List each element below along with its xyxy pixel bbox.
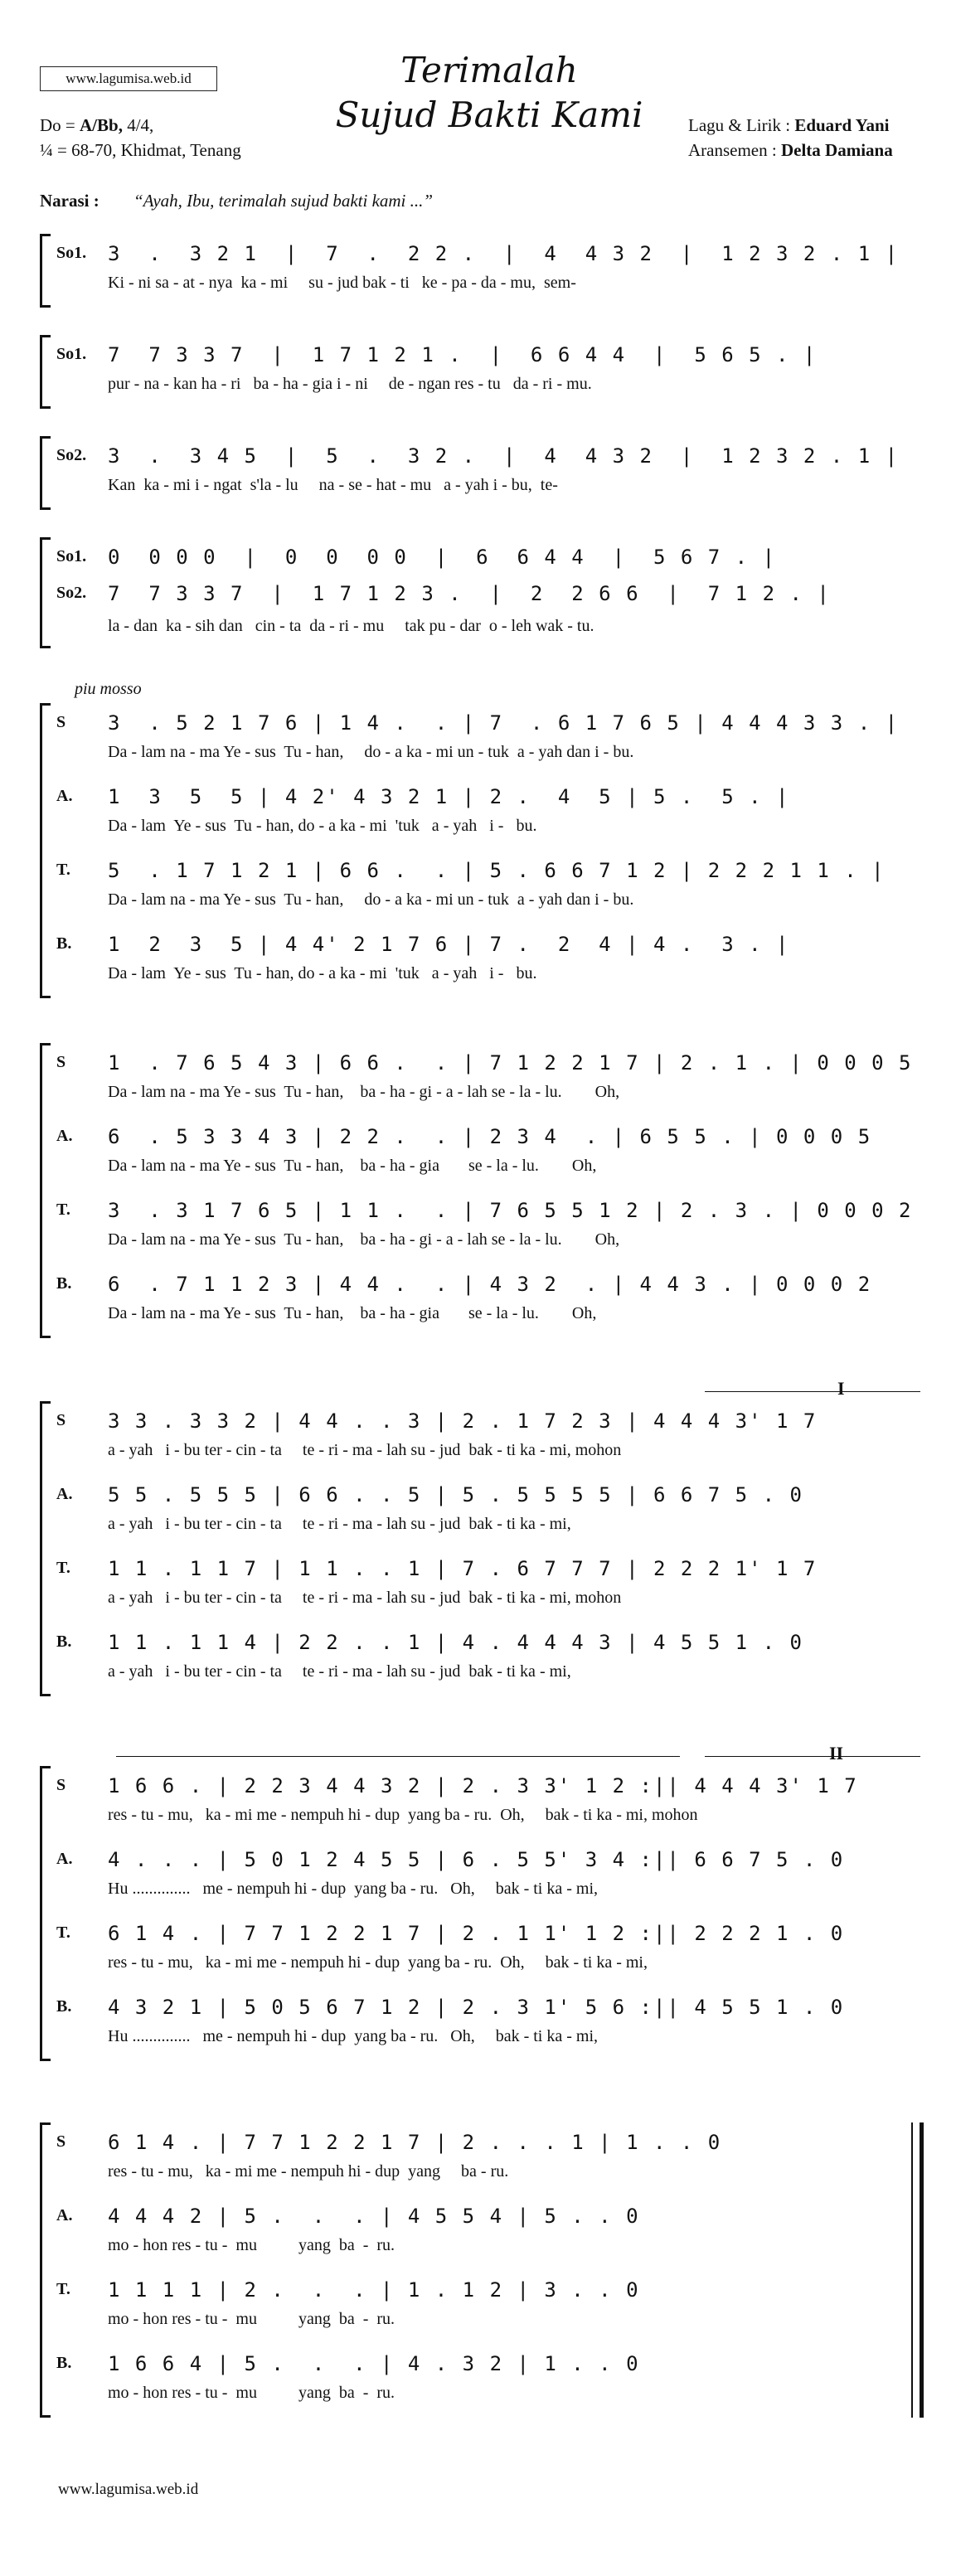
voice-name: T. bbox=[56, 1201, 70, 1219]
voice-name: So2. bbox=[56, 446, 87, 464]
notes-line: 3 . 3 4 5 | 5 . 3 2 . | 4 4 3 2 | 1 2 3 2 . 1 | bbox=[108, 444, 900, 468]
notes-line: 6 1 4 . | 7 7 1 2 2 1 7 | 2 . 1 1' 1 2 :|| 2 2 2 1 . 0 bbox=[108, 1922, 845, 1945]
lyrics-line: Hu .............. me - nempuh hi - dup yang ba - ru. Oh, bak - ti ka - mi, bbox=[108, 1880, 599, 1898]
staff-row bbox=[40, 1264, 924, 1338]
notes-line: 7 7 3 3 7 | 1 7 1 2 3 . | 2 2 6 6 | 7 1 2 . | bbox=[108, 582, 831, 605]
notes-line: 1 6 6 4 | 5 . . . | 4 . 3 2 | 1 . . 0 bbox=[108, 2352, 640, 2375]
voice-name: So2. bbox=[56, 584, 87, 602]
notes-line: 1 3 5 5 | 4 2' 4 3 2 1 | 2 . 4 5 | 5 . 5 . | bbox=[108, 785, 790, 808]
staff-row bbox=[40, 234, 924, 308]
composer-label: Lagu & Lirik : bbox=[688, 115, 795, 135]
voice-name: S bbox=[56, 713, 66, 731]
staff-row bbox=[40, 2270, 924, 2344]
lyrics-line: res - tu - mu, ka - mi me - nempuh hi - dup yang ba - ru. Oh, bak - ti ka - mi, bbox=[108, 1953, 648, 1972]
volta-line-2a bbox=[116, 1756, 680, 1757]
voice-name: A. bbox=[56, 787, 73, 805]
staff-row bbox=[40, 1766, 924, 1840]
lyrics-line: a - yah i - bu ter - cin - ta te - ri - ma - lah su - jud bak - ti ka - mi, bbox=[108, 1515, 571, 1533]
notes-line: 1 2 3 5 | 4 4' 2 1 7 6 | 7 . 2 4 | 4 . 3 . | bbox=[108, 933, 790, 956]
staff-row bbox=[40, 1191, 924, 1264]
voice-name: T. bbox=[56, 1559, 70, 1577]
score-system bbox=[40, 2122, 924, 2418]
volta-1-label: I bbox=[837, 1378, 845, 1399]
notes-line: 4 4 4 2 | 5 . . . | 4 5 5 4 | 5 . . 0 bbox=[108, 2205, 640, 2228]
staff-row bbox=[40, 1840, 924, 1914]
lyrics-line: pur - na - kan ha - ri ba - ha - gia i - ni de - ngan res - tu da - ri - mu. bbox=[108, 375, 592, 393]
staff-row bbox=[40, 1623, 924, 1696]
voice-name: B. bbox=[56, 934, 72, 953]
staff-row bbox=[40, 1401, 924, 1475]
notes-line: 6 . 5 3 3 4 3 | 2 2 . . | 2 3 4 . | 6 5 5 . | 0 0 0 5 bbox=[108, 1125, 872, 1148]
notes-line: 1 6 6 . | 2 2 3 4 4 3 2 | 2 . 3 3' 1 2 :|| 4 4 4 3' 1 7 bbox=[108, 1774, 858, 1797]
voice-name: T. bbox=[56, 861, 70, 879]
notes-line: 6 . 7 1 1 2 3 | 4 4 . . | 4 3 2 . | 4 4 3 . | 0 0 0 2 bbox=[108, 1273, 872, 1296]
volta-line-2b bbox=[705, 1756, 920, 1757]
volta-2-label: II bbox=[829, 1743, 844, 1763]
notes-line: 4 3 2 1 | 5 0 5 6 7 1 2 | 2 . 3 1' 5 6 :|| 4 5 5 1 . 0 bbox=[108, 1996, 845, 2019]
song-title bbox=[315, 48, 663, 138]
staff-row bbox=[40, 1987, 924, 2061]
meter: 4/4, bbox=[122, 115, 154, 135]
staff-row bbox=[40, 537, 924, 648]
tempo-line: ¼ = 68-70, Khidmat, Tenang bbox=[40, 140, 241, 160]
staff-row bbox=[40, 703, 924, 777]
voice-name: S bbox=[56, 2132, 66, 2151]
notes-line: 1 1 1 1 | 2 . . . | 1 . 1 2 | 3 . . 0 bbox=[108, 2278, 640, 2302]
voice-name: B. bbox=[56, 1632, 72, 1651]
staff-row bbox=[40, 1043, 924, 1117]
score-system bbox=[40, 1766, 924, 2061]
composer-name: Eduard Yani bbox=[794, 115, 890, 135]
notes-line: 3 . 5 2 1 7 6 | 1 4 . . | 7 . 6 1 7 6 5 | 4 4 4 3 3 . | bbox=[108, 711, 900, 735]
staff-row bbox=[40, 1475, 924, 1549]
notes-line: 1 1 . 1 1 7 | 1 1 . . 1 | 7 . 6 7 7 7 | 2 2 2 1' 1 7 bbox=[108, 1557, 818, 1580]
lyrics-line: a - yah i - bu ter - cin - ta te - ri - ma - lah su - jud bak - ti ka - mi, bbox=[108, 1662, 571, 1681]
lyrics-line: Da - lam na - ma Ye - sus Tu - han, ba - ha - gia se - la - lu. Oh, bbox=[108, 1304, 597, 1322]
staff-row bbox=[40, 2196, 924, 2270]
voice-name: B. bbox=[56, 1997, 72, 2016]
notes-line: 3 . 3 1 7 6 5 | 1 1 . . | 7 6 5 5 1 2 | 2 . 3 . | 0 0 0 2 bbox=[108, 1199, 913, 1222]
voice-name: So1. bbox=[56, 547, 87, 565]
footer-url[interactable]: www.lagumisa.web.id bbox=[58, 2481, 199, 2498]
arranger-name: Delta Damiana bbox=[780, 140, 893, 160]
arranger-line bbox=[688, 138, 893, 163]
notes-line: 1 1 . 1 1 4 | 2 2 . . 1 | 4 . 4 4 4 3 | 4 5 5 1 . 0 bbox=[108, 1631, 803, 1654]
staff-row bbox=[40, 335, 924, 409]
lyrics-line: Da - lam Ye - sus Tu - han, do - a ka - mi 'tuk a - yah i - bu. bbox=[108, 964, 537, 982]
lyrics-line: Da - lam na - ma Ye - sus Tu - han, do - a ka - mi un - tuk a - yah dan i - bu. bbox=[108, 743, 634, 761]
staff-row bbox=[40, 436, 924, 510]
staff-row bbox=[40, 1549, 924, 1623]
tempo-mark: piu mosso bbox=[75, 680, 142, 698]
voice-name: So1. bbox=[56, 244, 87, 262]
lyrics-line: a - yah i - bu ter - cin - ta te - ri - ma - lah su - jud bak - ti ka - mi, mohon bbox=[108, 1441, 622, 1459]
song-meta-left bbox=[40, 113, 241, 163]
lyrics-line: Da - lam Ye - sus Tu - han, do - a ka - mi 'tuk a - yah i - bu. bbox=[108, 817, 537, 835]
lyrics-line: mo - hon res - tu - mu yang ba - ru. bbox=[108, 2236, 396, 2254]
staff-row bbox=[40, 924, 924, 998]
composer-line bbox=[688, 113, 893, 138]
lyrics-line: Da - lam na - ma Ye - sus Tu - han, do - a ka - mi un - tuk a - yah dan i - bu. bbox=[108, 890, 634, 909]
lyrics-line: Hu .............. me - nempuh hi - dup yang ba - ru. Oh, bak - ti ka - mi, bbox=[108, 2027, 599, 2045]
voice-name: S bbox=[56, 1776, 66, 1794]
staff-row bbox=[40, 1117, 924, 1191]
key-value: A/Bb, bbox=[80, 115, 123, 135]
narasi-label: Narasi : bbox=[40, 191, 99, 211]
lyrics-line: res - tu - mu, ka - mi me - nempuh hi - dup yang ba - ru. bbox=[108, 2162, 509, 2181]
voice-name: T. bbox=[56, 1924, 70, 1942]
key-line bbox=[40, 113, 241, 138]
lyrics-line: Da - lam na - ma Ye - sus Tu - han, ba - ha - gi - a - lah se - la - lu. Oh, bbox=[108, 1083, 620, 1101]
score-system bbox=[40, 1043, 924, 1338]
lyrics-line: Ki - ni sa - at - nya ka - mi su - jud bak - ti ke - pa - da - mu, sem- bbox=[108, 274, 576, 292]
lyrics-line: Da - lam na - ma Ye - sus Tu - han, ba - ha - gi - a - lah se - la - lu. Oh, bbox=[108, 1230, 620, 1249]
staff-row bbox=[40, 851, 924, 924]
voice-name: A. bbox=[56, 1485, 73, 1503]
lyrics-line: mo - hon res - tu - mu yang ba - ru. bbox=[108, 2310, 396, 2328]
staff-row bbox=[40, 2122, 924, 2196]
notes-line: 5 5 . 5 5 5 | 6 6 . . 5 | 5 . 5 5 5 5 | 6 6 7 5 . 0 bbox=[108, 1483, 803, 1506]
voice-name: So1. bbox=[56, 345, 87, 363]
voice-name: S bbox=[56, 1053, 66, 1071]
score-system bbox=[40, 234, 924, 308]
voice-name: T. bbox=[56, 2280, 70, 2298]
score-system bbox=[40, 335, 924, 409]
notes-line: 0 0 0 0 | 0 0 0 0 | 6 6 4 4 | 5 6 7 . | bbox=[108, 546, 777, 569]
notes-line: 4 . . . | 5 0 1 2 4 5 5 | 6 . 5 5' 3 4 :|| 6 6 7 5 . 0 bbox=[108, 1848, 845, 1871]
arranger-label: Aransemen : bbox=[688, 140, 781, 160]
voice-name: B. bbox=[56, 2354, 72, 2372]
voice-name: A. bbox=[56, 1127, 73, 1145]
notes-line: 6 1 4 . | 7 7 1 2 2 1 7 | 2 . . . 1 | 1 . . 0 bbox=[108, 2131, 722, 2154]
notes-line: 1 . 7 6 5 4 3 | 6 6 . . | 7 1 2 2 1 7 | 2 . 1 . | 0 0 0 5 bbox=[108, 1051, 913, 1075]
narasi bbox=[40, 191, 433, 211]
staff-row bbox=[40, 777, 924, 851]
staff-row bbox=[40, 1914, 924, 1987]
lyrics-line: mo - hon res - tu - mu yang ba - ru. bbox=[108, 2384, 396, 2402]
title-line-2: Sujud Bakti Kami bbox=[335, 95, 643, 135]
site-box[interactable]: www.lagumisa.web.id bbox=[40, 66, 217, 91]
key-prefix: Do = bbox=[40, 115, 80, 135]
lyrics-line: la - dan ka - sih dan cin - ta da - ri - mu tak pu - dar o - leh wak - tu. bbox=[108, 617, 594, 635]
lyrics-line: Da - lam na - ma Ye - sus Tu - han, ba - ha - gia se - la - lu. Oh, bbox=[108, 1157, 597, 1175]
lyrics-line: res - tu - mu, ka - mi me - nempuh hi - dup yang ba - ru. Oh, bak - ti ka - mi, mohon bbox=[108, 1806, 698, 1824]
voice-name: S bbox=[56, 1411, 66, 1429]
notes-line: 3 3 . 3 3 2 | 4 4 . . 3 | 2 . 1 7 2 3 | 4 4 4 3' 1 7 bbox=[108, 1409, 818, 1433]
score-system bbox=[40, 1401, 924, 1696]
song-meta-right bbox=[688, 113, 893, 163]
voice-name: B. bbox=[56, 1274, 72, 1293]
narasi-text: “Ayah, Ibu, terimalah sujud bakti kami ...” bbox=[133, 191, 434, 211]
voice-name: A. bbox=[56, 1850, 73, 1868]
lyrics-line: Kan ka - mi i - ngat s'la - lu na - se - hat - mu a - yah i - bu, te- bbox=[108, 476, 558, 494]
voice-name: A. bbox=[56, 2206, 73, 2224]
lyrics-line: a - yah i - bu ter - cin - ta te - ri - ma - lah su - jud bak - ti ka - mi, mohon bbox=[108, 1589, 622, 1607]
score-system bbox=[40, 537, 924, 648]
notes-line: 3 . 3 2 1 | 7 . 2 2 . | 4 4 3 2 | 1 2 3 2 . 1 | bbox=[108, 242, 900, 265]
staff-row bbox=[40, 2344, 924, 2418]
title-line-1: Terimalah bbox=[400, 50, 578, 90]
score-system bbox=[40, 436, 924, 510]
volta-line-1 bbox=[705, 1391, 920, 1392]
notes-line: 5 . 1 7 1 2 1 | 6 6 . . | 5 . 6 6 7 1 2 | 2 2 2 1 1 . | bbox=[108, 859, 886, 882]
score-system bbox=[40, 703, 924, 998]
notes-line: 7 7 3 3 7 | 1 7 1 2 1 . | 6 6 4 4 | 5 6 5 . | bbox=[108, 343, 818, 366]
